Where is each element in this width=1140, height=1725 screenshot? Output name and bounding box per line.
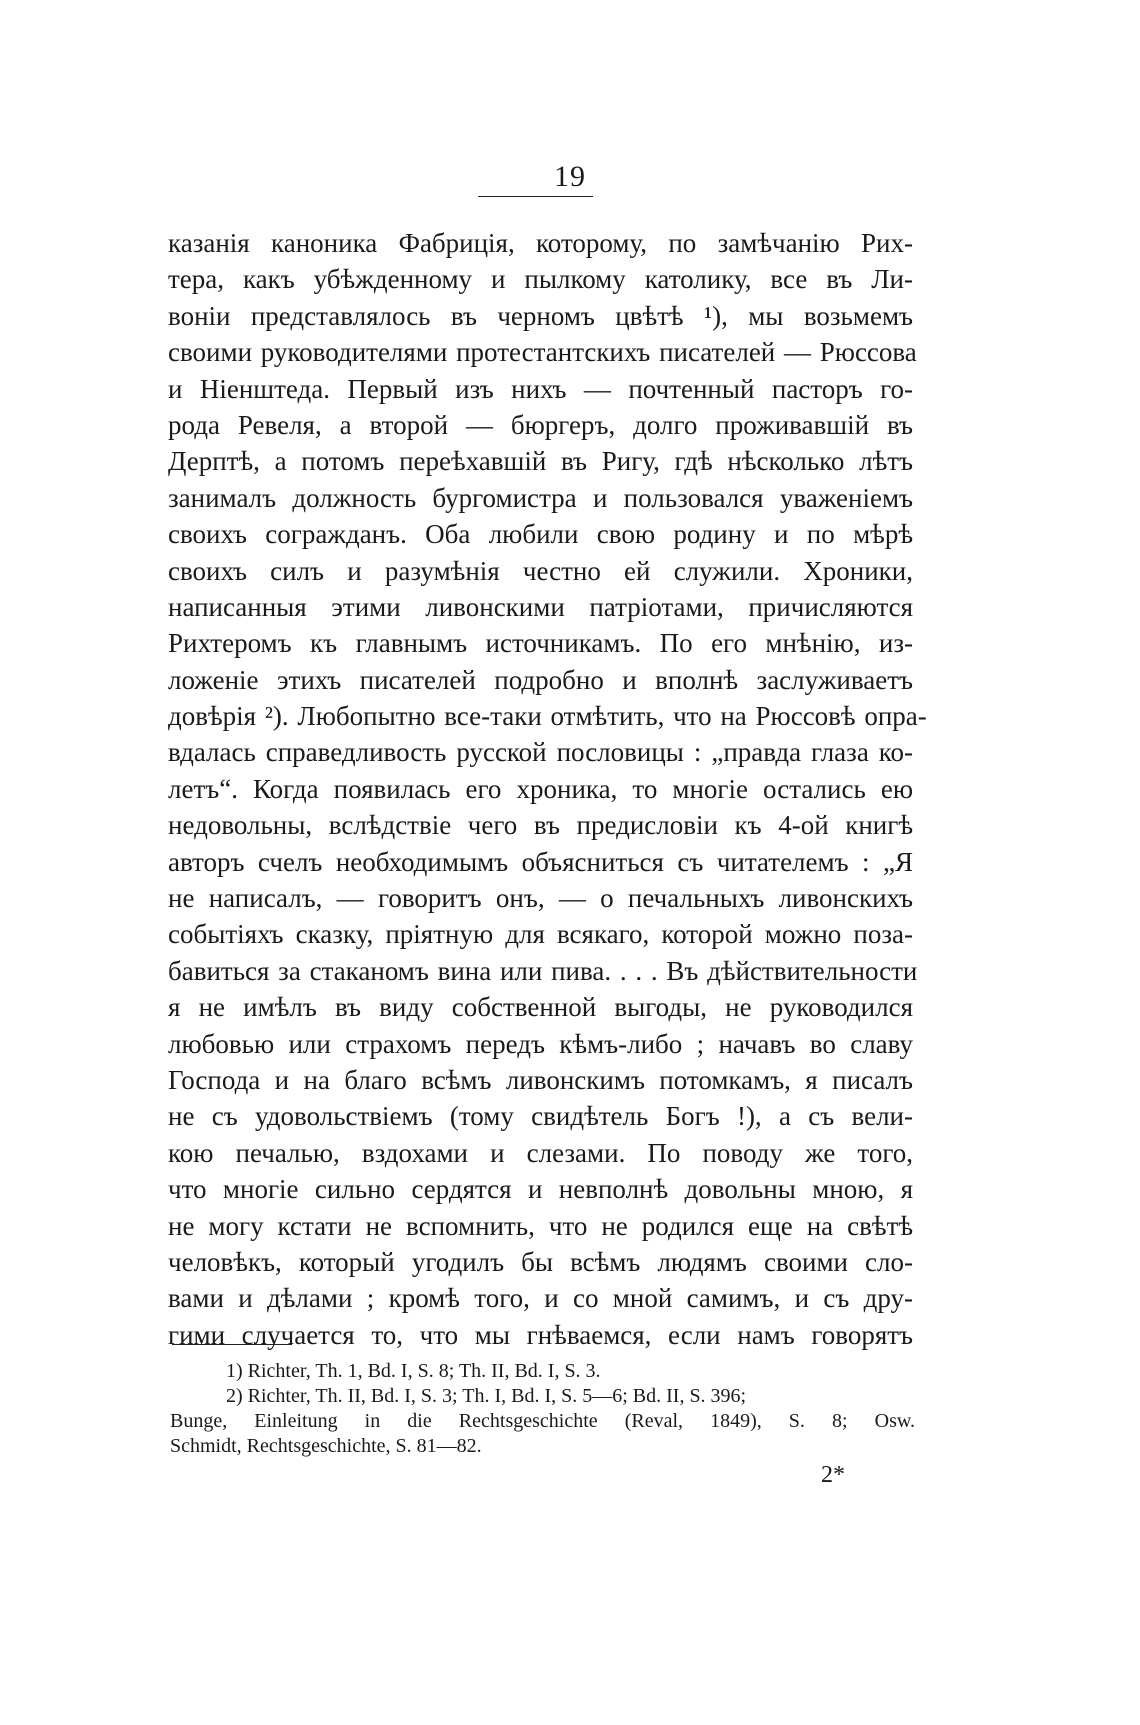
text-line: недовольны, вслѣдствіе чего въ предисловіи къ 4-ой книгѣ (168, 810, 913, 841)
text-line: вдалась справедливость русской пословицы : „правда глаза ко- (168, 737, 913, 768)
text-line: гими случается то, что мы гнѣваемся, если намъ говорятъ (168, 1319, 913, 1350)
text-line: Дерптѣ, а потомъ переѣхавшій въ Ригу, гдѣ нѣсколько лѣтъ (168, 446, 913, 477)
printer-signature: 2* (821, 1462, 845, 1488)
footnote-line: 1) Richter, Th. 1, Bd. I, S. 8; Th. II, Bd. I, S. 3. (226, 1360, 601, 1382)
text-line: я не имѣлъ въ виду собственной выгоды, не руководился (168, 992, 913, 1023)
header-rule (478, 196, 593, 197)
text-line: своихъ согражданъ. Оба любили свою родину и по мѣрѣ (168, 519, 913, 550)
text-line: человѣкъ, который угодилъ бы всѣмъ людямъ своими сло- (168, 1246, 913, 1277)
text-line: кою печалью, вздохами и слезами. По поводу же того, (168, 1137, 913, 1168)
text-line: не написалъ, — говоритъ онъ, — о печальныхъ ливонскихъ (168, 883, 913, 914)
text-line: своими руководителями протестантскихъ писателей — Рюссова (168, 337, 917, 368)
footnotes (170, 1359, 915, 1459)
text-line: своихъ силъ и разумѣнія честно ей служили. Хроники, (168, 555, 913, 586)
footnote-line: 2) Richter, Th. II, Bd. I, S. 3; Th. I, Bd. I, S. 5—6; Bd. II, S. 396; (226, 1385, 747, 1407)
text-line: летъ“. Когда появилась его хроника, то многіе остались ею (168, 773, 913, 804)
footnote-rule (172, 1344, 292, 1345)
text-line: Господа и на благо всѣмъ ливонскимъ потомкамъ, я писалъ (168, 1064, 913, 1095)
text-line: бавиться за стаканомъ вина или пива. . . . Въ дѣйствительности (168, 955, 918, 986)
page-number: 19 (554, 160, 586, 193)
footnote-line: Schmidt, Rechtsgeschichte, S. 81—82. (170, 1435, 482, 1457)
text-line: не съ удовольствіемъ (тому свидѣтель Богъ !), а съ вели- (168, 1101, 913, 1132)
text-line: событіяхъ сказку, пріятную для всякаго, которой можно поза- (168, 919, 913, 950)
body-text (168, 225, 927, 1353)
footnote-line: Bunge, Einleitung in die Rechtsgeschichte (Reval, 1849), S. 8; Osw. (170, 1410, 915, 1432)
text-line: казанія каноника Фабриція, которому, по замѣчанію Рих- (168, 228, 913, 258)
text-line: рода Ревеля, а второй — бюргеръ, долго проживавшій въ (168, 409, 913, 440)
text-line: вами и дѣлами ; кромѣ того, и со мной самимъ, и съ дру- (168, 1283, 913, 1314)
text-line: что многіе сильно сердятся и невполнѣ довольны мною, я (168, 1174, 913, 1205)
text-line: любовью или страхомъ передъ кѣмъ-либо ; начавъ во славу (168, 1028, 913, 1059)
text-line: занималъ должность бургомистра и пользовался уваженіемъ (168, 482, 913, 513)
text-line: довѣрія ²). Любопытно все-таки отмѣтить, что на Рюссовѣ опра- (168, 701, 927, 732)
text-line: и Ніенштеда. Первый изъ нихъ — почтенный пасторъ го- (168, 373, 913, 404)
text-line: не могу кстати не вспомнить, что не родился еще на свѣтѣ (168, 1210, 913, 1241)
text-line: тера, какъ убѣжденному и пылкому католику, все въ Ли- (168, 264, 913, 295)
text-line: ложеніе этихъ писателей подробно и вполнѣ заслуживаетъ (168, 664, 913, 695)
text-line: написанныя этими ливонскими патріотами, причисляются (168, 591, 913, 622)
text-line: воніи представлялось въ черномъ цвѣтѣ ¹), мы возьмемъ (168, 300, 913, 331)
text-line: авторъ счелъ необходимымъ объясниться съ читателемъ : „Я (168, 846, 913, 877)
text-line: Рихтеромъ къ главнымъ источникамъ. По его мнѣнію, из- (168, 628, 913, 659)
